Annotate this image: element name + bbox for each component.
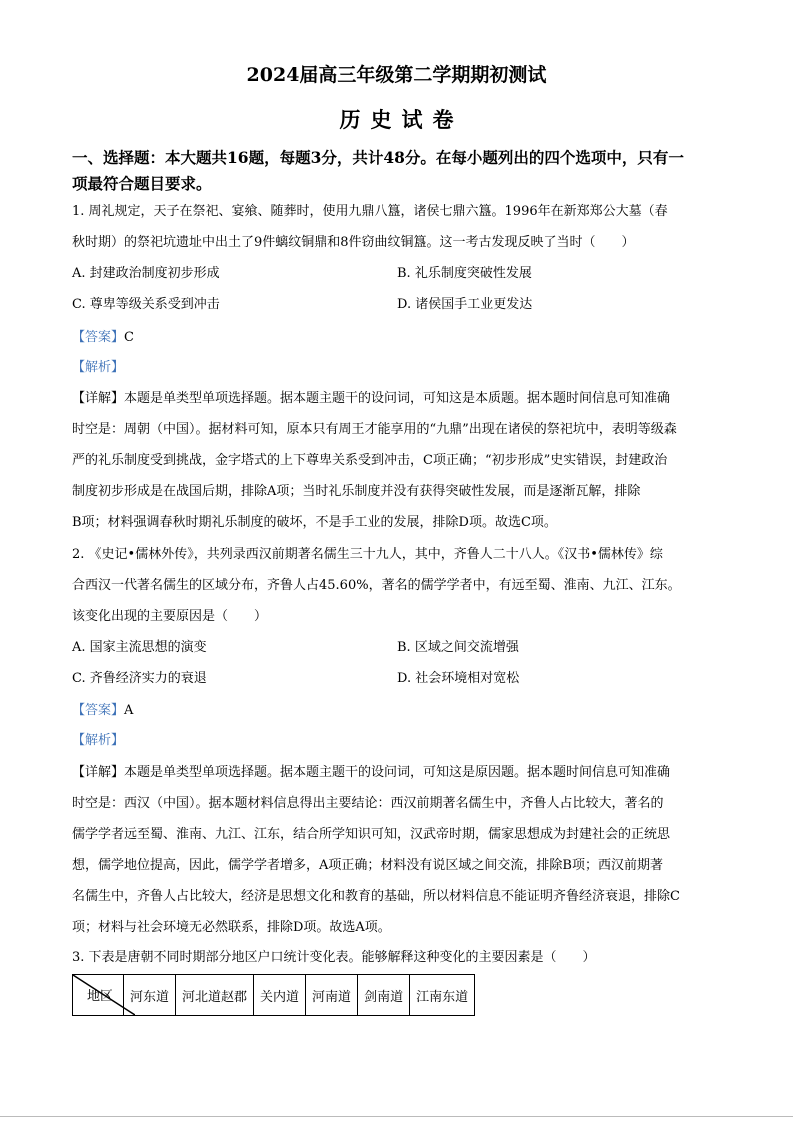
section-heading-line1: 一、选择题：本大题共16题，每题3分，共计48分。在每小题列出的四个选项中，只有一	[72, 148, 684, 167]
q1-option-b: B. 礼乐制度突破性发展	[397, 266, 532, 281]
subject-title: 历史试卷	[339, 107, 464, 132]
q2-detail-line1	[72, 761, 670, 780]
answer-tag: 【答案】	[72, 330, 125, 345]
q2-detail-line2: 时空是：西汉（中国）。据本题材料信息得出主要结论：西汉前期著名儒生中，齐鲁人占比较大，著名的	[72, 796, 664, 811]
q1-stem-line1: 1. 周礼规定，天子在祭祀、宴飨、随葬时，使用九鼎八簋，诸侯七鼎六簋。1996年在新郑郑公大墓（春	[72, 204, 668, 219]
q2-detail-line3: 儒学学者远至蜀、淮南、九江、江东，结合所学知识可知，汉武帝时期，儒家思想成为封建社会的正统思	[72, 827, 671, 842]
q2-stem-line1: 2. 《史记•儒林外传》，共列录西汉前期著名儒生三十九人，其中，齐鲁人二十八人。《汉书•儒林传》综	[72, 547, 663, 562]
q2-stem-line3: 该变化出现的主要原因是（ ）	[72, 609, 268, 624]
table-header-cell: 江南东道	[410, 975, 475, 1016]
q2-option-a: A. 国家主流思想的演变	[72, 640, 207, 655]
q1-option-a: A. 封建政治制度初步形成	[72, 266, 220, 281]
q1-option-d: D. 诸侯国手工业更发达	[397, 297, 533, 312]
table-header-cell: 剑南道	[358, 975, 410, 1016]
page-bottom-divider	[0, 1116, 793, 1117]
q2-analysis-tag: 【解析】	[72, 733, 125, 748]
q1-detail-line1	[72, 387, 670, 406]
q2-detail-line4: 想，儒学地位提高，因此，儒学学者增多，A项正确；材料没有说区域之间交流，排除B项；西汉前期著	[72, 858, 663, 873]
q1-detail-line3: 严的礼乐制度受到挑战，金字塔式的上下尊卑关系受到冲击，C项正确；“初步形成”史实错误，封建政治	[72, 453, 668, 468]
q1-detail-line5: B项；材料强调春秋时期礼乐制度的破坏，不是手工业的发展，排除D项。故选C项。	[72, 515, 557, 530]
q1-stem-line2: 秋时期）的祭祀坑遗址中出土了9件螭纹铜鼎和8件窃曲纹铜簋。这一考古发现反映了当时（ ）	[72, 235, 635, 250]
q1-detail-line2: 时空是：周朝（中国）。据材料可知，原本只有周王才能享用的“九鼎”出现在诸侯的祭祀坑中，表明等级森	[72, 422, 677, 437]
q2-answer	[72, 699, 133, 718]
table-header-cell: 关内道	[254, 975, 306, 1016]
detail-tag: 【详解】	[72, 765, 125, 780]
q2-stem-line2: 合西汉一代著名儒生的区域分布，齐鲁人占45.60%，著名的儒学学者中，有远至蜀、淮南、九江、江东。	[72, 578, 681, 593]
q2-detail-line6: 项；材料与社会环境无必然联系，排除D项。故选A项。	[72, 920, 391, 935]
exam-title: 2024届高三年级第二学期期初测试	[246, 64, 547, 86]
answer-value: A	[124, 703, 134, 718]
q3-table	[72, 974, 475, 1016]
q1-detail-line4: 制度初步形成是在战国后期，排除A项；当时礼乐制度并没有获得突破性发展，而是逐渐瓦解，排除	[72, 484, 641, 499]
q3-stem: 3. 下表是唐朝不同时期部分地区户口统计变化表。能够解释这种变化的主要因素是（ ）	[72, 950, 596, 965]
detail-text: 本题是单类型单项选择题。据本题主题干的设问词，可知这是本质题。据本题时间信息可知准确	[124, 391, 671, 406]
table-header-cell: 河北道赵郡	[176, 975, 254, 1016]
q2-detail-line5: 名儒生中，齐鲁人占比较大，经济是思想文化和教育的基础，所以材料信息不能证明齐鲁经济衰退，排除C	[72, 889, 680, 904]
table-header-cell-region	[73, 975, 124, 1016]
detail-text: 本题是单类型单项选择题。据本题主题干的设问词，可知这是原因题。据本题时间信息可知准确	[124, 765, 671, 780]
q1-answer	[72, 326, 134, 345]
detail-tag: 【详解】	[72, 391, 125, 406]
q2-option-c: C. 齐鲁经济实力的衰退	[72, 671, 207, 686]
q1-option-c: C. 尊卑等级关系受到冲击	[72, 297, 220, 312]
q1-analysis-tag: 【解析】	[72, 360, 125, 375]
table-header-row	[73, 975, 475, 1016]
table-header-label: 地区	[87, 989, 114, 1004]
answer-tag: 【答案】	[72, 703, 125, 718]
q2-option-b: B. 区域之间交流增强	[397, 640, 519, 655]
section-heading-line2: 项最符合题目要求。	[72, 174, 212, 193]
table-header-cell: 河南道	[306, 975, 358, 1016]
answer-value: C	[124, 330, 134, 345]
table-header-cell: 河东道	[124, 975, 176, 1016]
q2-option-d: D. 社会环境相对宽松	[397, 671, 520, 686]
